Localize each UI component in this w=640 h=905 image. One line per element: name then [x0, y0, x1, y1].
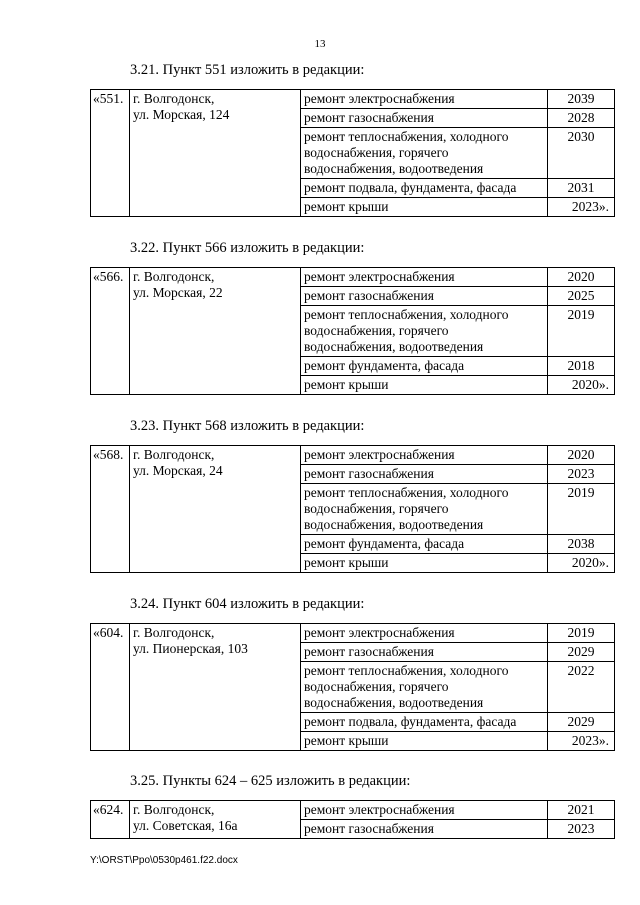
item-number: «624. [91, 801, 130, 839]
work-type-line: ремонт крыши [304, 199, 389, 214]
work-type-line: ремонт подвала, фундамента, фасада [304, 180, 517, 195]
address-line: ул. Советская, 16а [133, 818, 238, 833]
year-cell: 2031 [548, 179, 615, 198]
work-type-cell [301, 287, 548, 306]
repair-schedule-table [90, 800, 615, 839]
work-type-cell [301, 446, 548, 465]
year-cell: 2019 [548, 624, 615, 643]
year-cell: 2019 [548, 484, 615, 535]
work-type-line: ремонт газоснабжения [304, 110, 434, 125]
work-type-line: водоснабжения, горячего [304, 501, 449, 516]
work-type-line: водоснабжения, водоотведения [304, 695, 484, 710]
work-type-line: ремонт газоснабжения [304, 821, 434, 836]
work-type-line: ремонт теплоснабжения, холодного [304, 129, 509, 144]
address-line: ул. Морская, 24 [133, 463, 223, 478]
work-type-cell [301, 801, 548, 820]
table-row [91, 268, 615, 287]
work-type-line: ремонт теплоснабжения, холодного [304, 307, 509, 322]
work-type-cell [301, 179, 548, 198]
address-line: ул. Пионерская, 103 [133, 641, 248, 656]
section-heading: 3.21. Пункт 551 изложить в редакции: [130, 62, 365, 78]
item-number: «604. [91, 624, 130, 751]
table-row [91, 90, 615, 109]
work-type-cell [301, 376, 548, 395]
work-type-cell [301, 713, 548, 732]
year-cell: 2020». [548, 376, 615, 395]
work-type-line: ремонт электроснабжения [304, 447, 455, 462]
address-line: ул. Морская, 124 [133, 107, 230, 122]
year-cell: 2021 [548, 801, 615, 820]
work-type-cell [301, 624, 548, 643]
repair-schedule-table [90, 267, 615, 395]
work-type-line: ремонт электроснабжения [304, 269, 455, 284]
year-cell: 2030 [548, 128, 615, 179]
address-line: г. Волгодонск, [133, 269, 215, 284]
year-cell: 2020 [548, 446, 615, 465]
address-line: г. Волгодонск, [133, 91, 215, 106]
work-type-line: ремонт электроснабжения [304, 625, 455, 640]
year-cell: 2018 [548, 357, 615, 376]
work-type-line: ремонт фундамента, фасада [304, 536, 465, 551]
work-type-cell [301, 306, 548, 357]
work-type-cell [301, 484, 548, 535]
table-row [91, 446, 615, 465]
work-type-line: ремонт фундамента, фасада [304, 358, 465, 373]
work-type-line: водоснабжения, водоотведения [304, 517, 484, 532]
year-cell: 2029 [548, 643, 615, 662]
year-cell: 2039 [548, 90, 615, 109]
work-type-cell [301, 465, 548, 484]
item-number: «568. [91, 446, 130, 573]
work-type-line: ремонт крыши [304, 555, 389, 570]
year-cell: 2023 [548, 820, 615, 839]
work-type-cell [301, 109, 548, 128]
work-type-line: водоснабжения, горячего [304, 145, 449, 160]
work-type-line: ремонт теплоснабжения, холодного [304, 485, 509, 500]
work-type-cell [301, 268, 548, 287]
work-type-line: ремонт теплоснабжения, холодного [304, 663, 509, 678]
year-cell: 2023». [548, 732, 615, 751]
address-cell [130, 446, 301, 573]
work-type-cell [301, 357, 548, 376]
work-type-line: ремонт газоснабжения [304, 288, 434, 303]
address-cell [130, 801, 301, 839]
section-heading: 3.22. Пункт 566 изложить в редакции: [130, 240, 365, 256]
address-cell [130, 90, 301, 217]
work-type-line: водоснабжения, горячего [304, 323, 449, 338]
year-cell: 2025 [548, 287, 615, 306]
work-type-cell [301, 643, 548, 662]
work-type-cell [301, 554, 548, 573]
work-type-line: ремонт электроснабжения [304, 91, 455, 106]
year-cell: 2020». [548, 554, 615, 573]
year-cell: 2019 [548, 306, 615, 357]
table-row [91, 624, 615, 643]
footer-file-path: Y:\ORST\Ppo\0530p461.f22.docx [90, 855, 238, 866]
work-type-line: ремонт электроснабжения [304, 802, 455, 817]
table-row [91, 801, 615, 820]
year-cell: 2020 [548, 268, 615, 287]
work-type-cell [301, 820, 548, 839]
work-type-line: ремонт подвала, фундамента, фасада [304, 714, 517, 729]
item-number: «551. [91, 90, 130, 217]
page-number: 13 [314, 38, 326, 50]
year-cell: 2022 [548, 662, 615, 713]
year-cell: 2023». [548, 198, 615, 217]
work-type-cell [301, 535, 548, 554]
address-cell [130, 624, 301, 751]
address-line: г. Волгодонск, [133, 802, 215, 817]
work-type-line: водоснабжения, водоотведения [304, 339, 484, 354]
section-heading: 3.25. Пункты 624 – 625 изложить в редакции: [130, 773, 411, 789]
section-heading: 3.24. Пункт 604 изложить в редакции: [130, 596, 365, 612]
work-type-line: водоснабжения, водоотведения [304, 161, 484, 176]
work-type-cell [301, 198, 548, 217]
work-type-cell [301, 662, 548, 713]
repair-schedule-table [90, 623, 615, 751]
address-cell [130, 268, 301, 395]
work-type-cell [301, 90, 548, 109]
address-line: г. Волгодонск, [133, 625, 215, 640]
work-type-line: ремонт крыши [304, 733, 389, 748]
year-cell: 2023 [548, 465, 615, 484]
work-type-cell [301, 732, 548, 751]
work-type-line: ремонт крыши [304, 377, 389, 392]
repair-schedule-table [90, 445, 615, 573]
work-type-line: водоснабжения, горячего [304, 679, 449, 694]
section-heading: 3.23. Пункт 568 изложить в редакции: [130, 418, 365, 434]
address-line: г. Волгодонск, [133, 447, 215, 462]
year-cell: 2029 [548, 713, 615, 732]
work-type-line: ремонт газоснабжения [304, 466, 434, 481]
address-line: ул. Морская, 22 [133, 285, 223, 300]
item-number: «566. [91, 268, 130, 395]
year-cell: 2028 [548, 109, 615, 128]
repair-schedule-table [90, 89, 615, 217]
work-type-cell [301, 128, 548, 179]
work-type-line: ремонт газоснабжения [304, 644, 434, 659]
year-cell: 2038 [548, 535, 615, 554]
